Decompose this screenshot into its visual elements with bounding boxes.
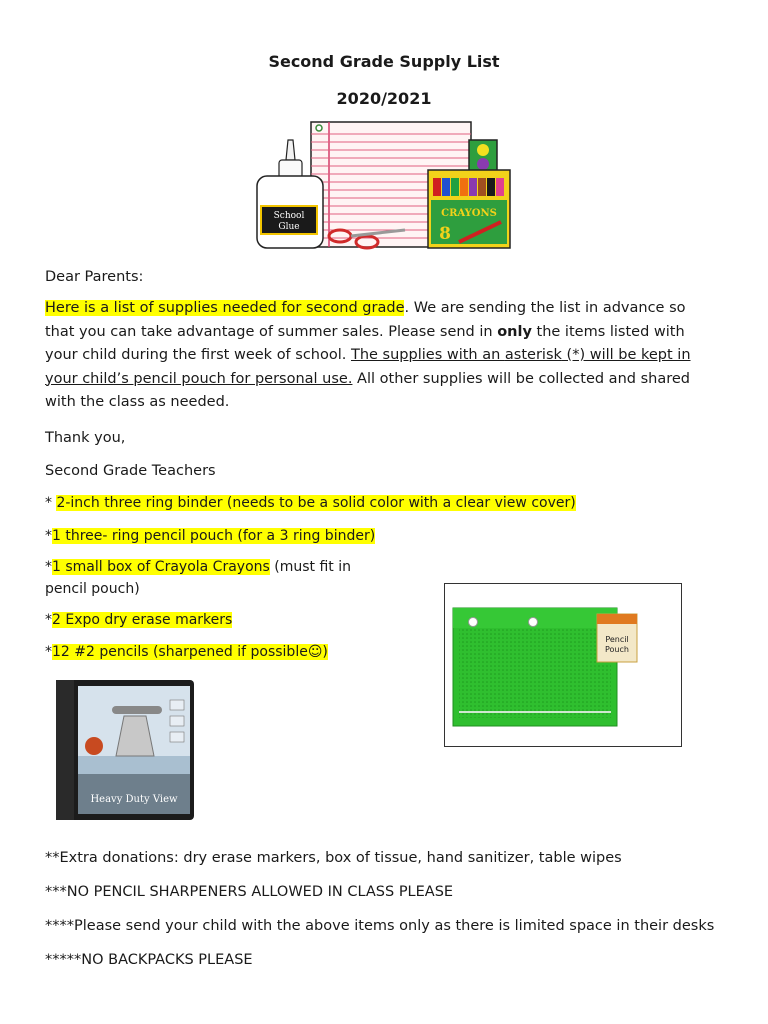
- extra-donations-note: **Extra donations: dry erase markers, box of tissue, hand sanitizer, table wipes: [45, 850, 622, 866]
- pencil-pouch-illustration: [445, 584, 681, 746]
- crayons-box-label: CRAYONS: [441, 208, 497, 219]
- no-backpacks-note: *****NO BACKPACKS PLEASE: [45, 952, 253, 968]
- glue-label-line2: Glue: [278, 222, 300, 232]
- limited-space-note: ****Please send your child with the above items only as there is limited space in their desks: [45, 918, 715, 934]
- only-emphasis: only: [497, 323, 532, 340]
- school-supplies-clipart: [255, 118, 517, 253]
- pencil-pouch-photo: [444, 583, 682, 747]
- intro-paragraph: Here is a list of supplies needed for second grade. We are sending the list in advance so that you can take advantage of summer sales. Please send in only the items listed with your child during the first week of school. The supplies with an asterisk (*) will be kept in your child’s pencil pouch for personal use. All other supplies will be collected and shared with the class as needed.: [45, 300, 691, 410]
- glue-label-line1: School: [273, 211, 305, 221]
- supply-item: *1 small box of Crayola Crayons (must fit in: [45, 559, 351, 575]
- supply-item: *1 three- ring pencil pouch (for a 3 ring binder): [45, 528, 376, 544]
- signature: Second Grade Teachers: [45, 463, 216, 479]
- pouch-tag-line2: Pouch: [605, 645, 629, 654]
- page-title: Second Grade Supply List: [268, 52, 500, 71]
- school-year: 2020/2021: [336, 89, 432, 108]
- crayons-count: 8: [439, 224, 451, 244]
- greeting: Dear Parents:: [45, 269, 144, 285]
- no-sharpeners-note: ***NO PENCIL SHARPENERS ALLOWED IN CLASS PLEASE: [45, 884, 454, 900]
- binder-cover-text: Heavy Duty View: [90, 794, 178, 805]
- pouch-tag-line1: Pencil: [605, 635, 629, 644]
- binder-photo: [54, 676, 200, 824]
- supply-item-wrap: pencil pouch): [45, 581, 140, 597]
- supply-item: *2 Expo dry erase markers: [45, 612, 233, 628]
- thank-you: Thank you,: [45, 430, 126, 446]
- supply-item: * 2-inch three ring binder (needs to be a solid color with a clear view cover): [45, 495, 576, 511]
- asterisk-word: asterisk: [504, 347, 562, 363]
- supply-item: *12 #2 pencils (sharpened if possible☺): [45, 644, 328, 660]
- highlighted-intro: Here is a list of supplies needed for second grade: [45, 300, 405, 316]
